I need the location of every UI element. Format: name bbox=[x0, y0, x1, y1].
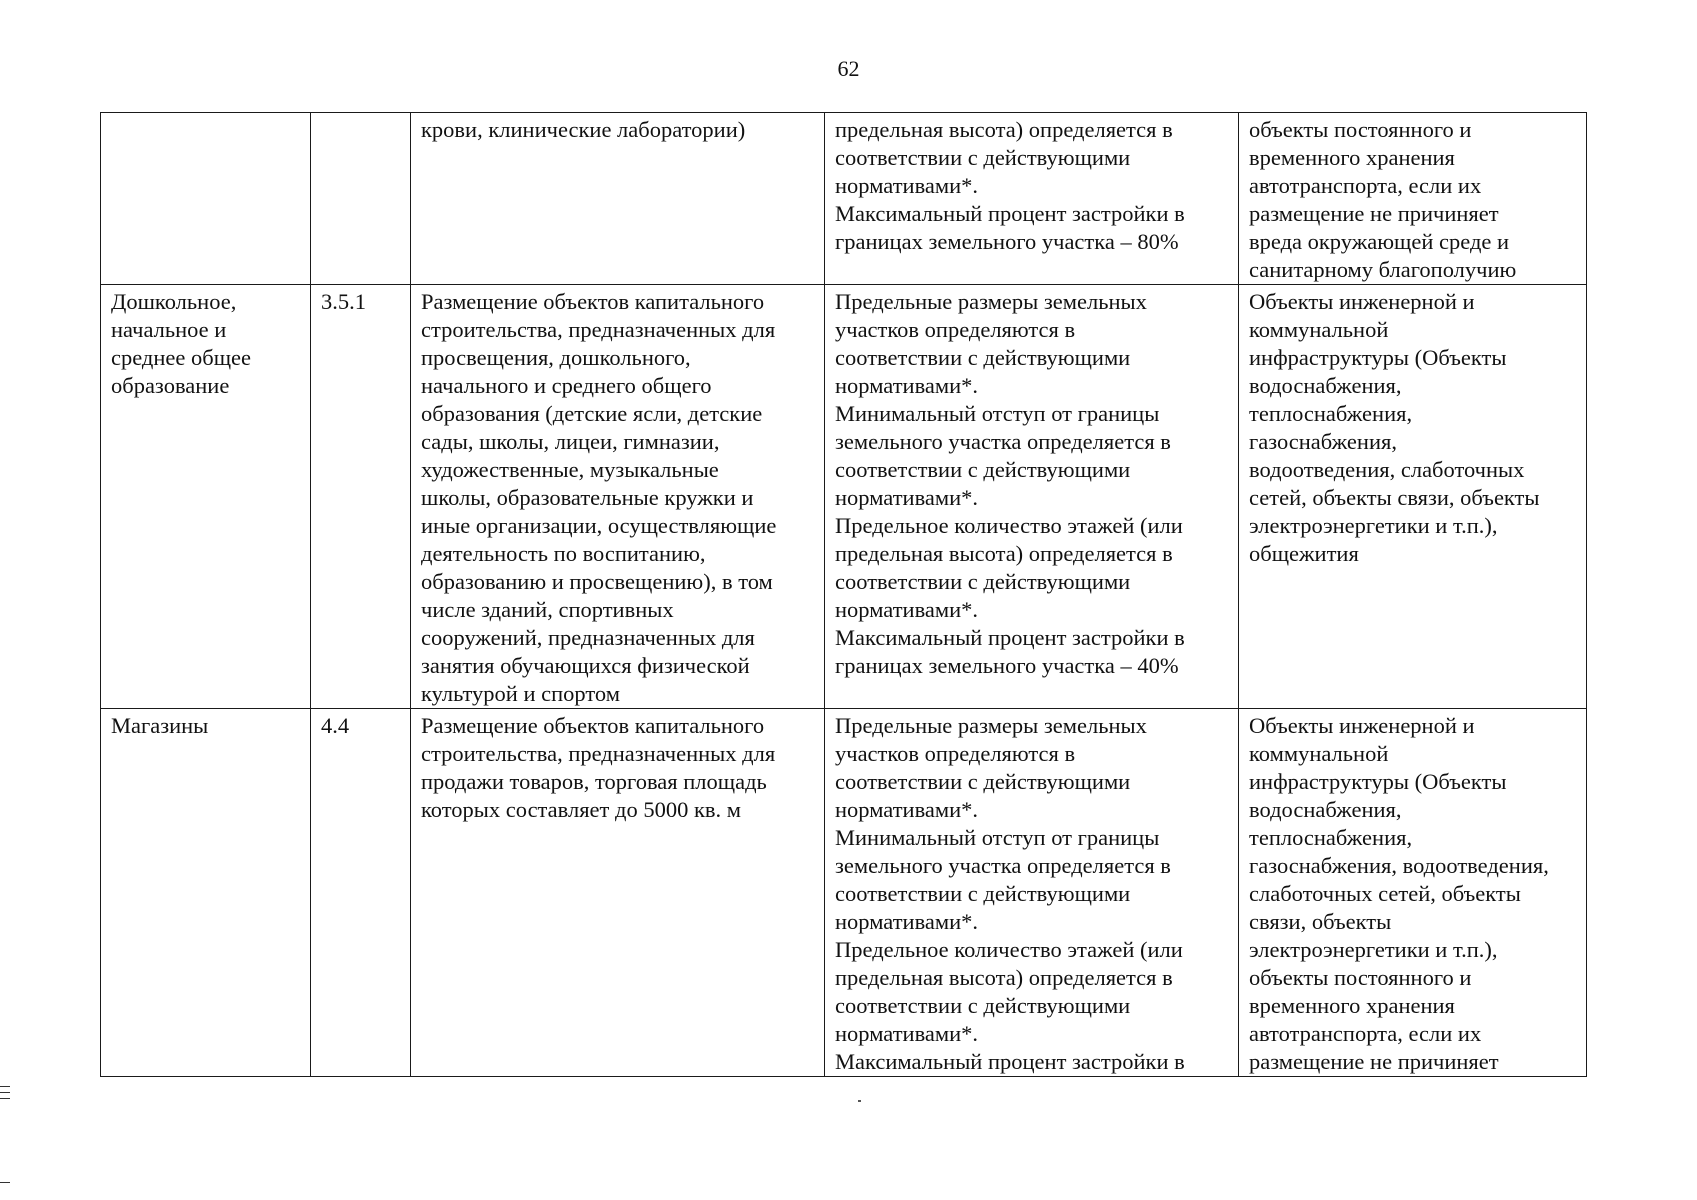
cell-line: санитарному благополучию bbox=[1249, 257, 1517, 282]
cell-line: начальное и bbox=[111, 317, 227, 342]
cell-line: Размещение объектов капитального bbox=[421, 289, 765, 314]
cell-line: связи, объекты bbox=[1249, 909, 1392, 934]
cell-line: числе зданий, спортивных bbox=[421, 597, 674, 622]
cell-line: границах земельного участка – 80% bbox=[835, 229, 1179, 254]
cell-line: соответствии с действующими bbox=[835, 145, 1131, 170]
cell-auxiliary bbox=[1239, 709, 1587, 1077]
cell-code bbox=[311, 709, 411, 1077]
cell-line: теплоснабжения, bbox=[1249, 401, 1413, 426]
cell-line: соответствии с действующими bbox=[835, 769, 1131, 794]
cell-line: Дошкольное, bbox=[111, 289, 237, 314]
cell-line: сооружений, предназначенных для bbox=[421, 625, 755, 650]
cell-code bbox=[311, 285, 411, 709]
cell-parameters bbox=[825, 709, 1239, 1077]
cell-line: Объекты инженерной и bbox=[1249, 713, 1475, 738]
cell-line: Предельное количество этажей (или bbox=[835, 937, 1183, 962]
cell-line: участков определяются в bbox=[835, 317, 1076, 342]
cell-line: нормативами*. bbox=[835, 1021, 979, 1046]
cell-line: соответствии с действующими bbox=[835, 881, 1131, 906]
cell-line: среднее общее bbox=[111, 345, 252, 370]
cell-line: просвещения, дошкольного, bbox=[421, 345, 691, 370]
cell-line: соответствии с действующими bbox=[835, 993, 1131, 1018]
cell-line: художественные, музыкальные bbox=[421, 457, 719, 482]
cell-line: Размещение объектов капитального bbox=[421, 713, 765, 738]
cell-line: иные организации, осуществляющие bbox=[421, 513, 777, 538]
cell-line: которых составляет до 5000 кв. м bbox=[421, 797, 741, 822]
cell-line: культурой и спортом bbox=[421, 681, 620, 706]
cell-line: вреда окружающей среде и bbox=[1249, 229, 1510, 254]
page-number: 62 bbox=[837, 56, 860, 81]
cell-auxiliary bbox=[1239, 113, 1587, 285]
cell-code bbox=[311, 113, 411, 285]
cell-line: сетей, объекты связи, объекты bbox=[1249, 485, 1540, 510]
cell-line: газоснабжения, bbox=[1249, 429, 1397, 454]
cell-line: земельного участка определяется в bbox=[835, 853, 1171, 878]
cell-line: объекты постоянного и bbox=[1249, 117, 1472, 142]
cell-parameters bbox=[825, 113, 1239, 285]
cell-line: водоснабжения, bbox=[1249, 797, 1402, 822]
cell-line: размещение не причиняет bbox=[1249, 1049, 1499, 1074]
cell-line: Минимальный отступ от границы bbox=[835, 825, 1160, 850]
cell-line: образованию и просвещению), в том bbox=[421, 569, 773, 594]
cell-line: образование bbox=[111, 373, 230, 398]
cell-line: Максимальный процент застройки в bbox=[835, 201, 1185, 226]
cell-line: школы, образовательные кружки и bbox=[421, 485, 754, 510]
cell-line: коммунальной bbox=[1249, 317, 1389, 342]
cell-line: Максимальный процент застройки в bbox=[835, 625, 1185, 650]
cell-line: временного хранения bbox=[1249, 145, 1455, 170]
cell-parameters bbox=[825, 285, 1239, 709]
table-row bbox=[101, 113, 1587, 285]
cell-line: инфраструктуры (Объекты bbox=[1249, 769, 1507, 794]
cell-line: электроэнергетики и т.п.), bbox=[1249, 513, 1498, 538]
cell-auxiliary bbox=[1239, 285, 1587, 709]
cell-line: коммунальной bbox=[1249, 741, 1389, 766]
cell-description bbox=[411, 113, 825, 285]
cell-line: соответствии с действующими bbox=[835, 457, 1131, 482]
cell-line: инфраструктуры (Объекты bbox=[1249, 345, 1507, 370]
cell-line: образования (детские ясли, детские bbox=[421, 401, 763, 426]
cell-line: Предельные размеры земельных bbox=[835, 289, 1147, 314]
cell-line: 3.5.1 bbox=[321, 289, 366, 314]
cell-line: предельная высота) определяется в bbox=[835, 117, 1173, 142]
zoning-table bbox=[100, 112, 1587, 1077]
cell-name bbox=[101, 709, 311, 1077]
scan-margin-mark bbox=[0, 1182, 10, 1183]
cell-line: деятельность по воспитанию, bbox=[421, 541, 706, 566]
cell-line: занятия обучающихся физической bbox=[421, 653, 750, 678]
cell-line: соответствии с действующими bbox=[835, 569, 1131, 594]
cell-line: слаботочных сетей, объекты bbox=[1249, 881, 1521, 906]
cell-line: размещение не причиняет bbox=[1249, 201, 1499, 226]
cell-line: предельная высота) определяется в bbox=[835, 965, 1173, 990]
cell-line: продажи товаров, торговая площадь bbox=[421, 769, 767, 794]
cell-line: начального и среднего общего bbox=[421, 373, 712, 398]
scan-margin-mark bbox=[0, 1092, 10, 1093]
cell-line: крови, клинические лаборатории) bbox=[421, 117, 746, 142]
cell-line: строительства, предназначенных для bbox=[421, 317, 776, 342]
cell-line: границах земельного участка – 40% bbox=[835, 653, 1179, 678]
cell-line: временного хранения bbox=[1249, 993, 1455, 1018]
cell-line: строительства, предназначенных для bbox=[421, 741, 776, 766]
cell-line: общежития bbox=[1249, 541, 1359, 566]
cell-name bbox=[101, 285, 311, 709]
cell-line: электроэнергетики и т.п.), bbox=[1249, 937, 1498, 962]
cell-line: земельного участка определяется в bbox=[835, 429, 1171, 454]
cell-line: Предельные размеры земельных bbox=[835, 713, 1147, 738]
cell-line: нормативами*. bbox=[835, 797, 979, 822]
cell-line: нормативами*. bbox=[835, 909, 979, 934]
cell-name bbox=[101, 113, 311, 285]
cell-line: предельная высота) определяется в bbox=[835, 541, 1173, 566]
cell-line: Предельное количество этажей (или bbox=[835, 513, 1183, 538]
scan-margin-mark bbox=[0, 1086, 10, 1087]
cell-line: нормативами*. bbox=[835, 485, 979, 510]
cell-line: Минимальный отступ от границы bbox=[835, 401, 1160, 426]
cell-line: Объекты инженерной и bbox=[1249, 289, 1475, 314]
cell-line: автотранспорта, если их bbox=[1249, 173, 1482, 198]
cell-line: участков определяются в bbox=[835, 741, 1076, 766]
cell-description bbox=[411, 709, 825, 1077]
cell-line: нормативами*. bbox=[835, 373, 979, 398]
cell-line: теплоснабжения, bbox=[1249, 825, 1413, 850]
cell-line: Магазины bbox=[111, 713, 209, 738]
cell-line: сады, школы, лицеи, гимназии, bbox=[421, 429, 720, 454]
cell-line: водоснабжения, bbox=[1249, 373, 1402, 398]
cell-line: газоснабжения, водоотведения, bbox=[1249, 853, 1549, 878]
cell-line: нормативами*. bbox=[835, 173, 979, 198]
table-row bbox=[101, 709, 1587, 1077]
cell-description bbox=[411, 285, 825, 709]
cell-line: нормативами*. bbox=[835, 597, 979, 622]
scan-margin-mark bbox=[0, 1098, 10, 1099]
cell-line: автотранспорта, если их bbox=[1249, 1021, 1482, 1046]
cell-line: водоотведения, слаботочных bbox=[1249, 457, 1525, 482]
cell-line: объекты постоянного и bbox=[1249, 965, 1472, 990]
table-row bbox=[101, 285, 1587, 709]
cell-line: 4.4 bbox=[321, 713, 350, 738]
cell-line: соответствии с действующими bbox=[835, 345, 1131, 370]
scan-dot-mark bbox=[858, 1100, 861, 1102]
cell-line: Максимальный процент застройки в bbox=[835, 1049, 1185, 1074]
